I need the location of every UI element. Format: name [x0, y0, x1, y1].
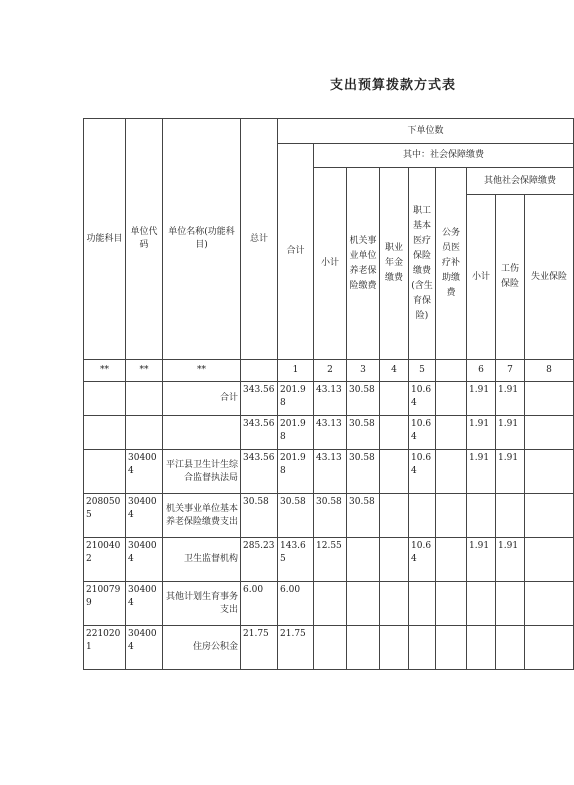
table-cell-c5 — [380, 494, 409, 538]
table-cell-c8: 1.91 — [467, 450, 496, 494]
table-cell-c3: 43.13 — [314, 450, 347, 494]
table-cell-c8: 1.91 — [467, 382, 496, 416]
header-qzsb: 其中：社会保障缴费 — [314, 144, 574, 168]
table-cell-code — [84, 416, 126, 450]
table-row — [84, 582, 574, 626]
header-xj2: 小计 — [467, 195, 496, 360]
table-cell-c1: 30.58 — [241, 494, 278, 538]
num-cell: 1 — [278, 360, 314, 382]
table-cell-name: 合计 — [163, 382, 241, 416]
page-title: 支出预算拨款方式表 — [330, 78, 457, 93]
table-cell-c1: 343.56 — [241, 450, 278, 494]
num-cell: 4 — [380, 360, 409, 382]
table-row — [84, 494, 574, 538]
table-cell-c4 — [347, 626, 380, 670]
table-cell-unit: 304004 — [126, 582, 163, 626]
num-cell — [241, 360, 278, 382]
table-cell-c9: 1.91 — [496, 538, 525, 582]
table-cell-c2: 6.00 — [278, 582, 314, 626]
table-cell-code — [84, 450, 126, 494]
table-cell-c6 — [409, 626, 436, 670]
table-cell-c2: 30.58 — [278, 494, 314, 538]
table-cell-c7 — [436, 582, 467, 626]
header-zgjb: 职工基本医疗保险缴费(含生育保险) — [409, 168, 436, 360]
table-cell-code: 2100402 — [84, 538, 126, 582]
table-cell-code: 2100799 — [84, 582, 126, 626]
table-cell-c6 — [409, 494, 436, 538]
table-cell-c4 — [347, 582, 380, 626]
table-cell-unit — [126, 382, 163, 416]
table-cell-c4: 30.58 — [347, 416, 380, 450]
table-cell-name: 机关事业单位基本养老保险缴费支出 — [163, 494, 241, 538]
table-cell-c10 — [525, 538, 574, 582]
table-cell-name — [163, 416, 241, 450]
table-cell-c9 — [496, 626, 525, 670]
table-cell-c1: 21.75 — [241, 626, 278, 670]
table-cell-name: 其他计划生育事务支出 — [163, 582, 241, 626]
table-cell-c3: 43.13 — [314, 382, 347, 416]
table-cell-unit: 304004 — [126, 450, 163, 494]
header-xdws: 下单位数 — [278, 119, 574, 144]
table-cell-code: 2210201 — [84, 626, 126, 670]
table-cell-c3 — [314, 626, 347, 670]
table-cell-c9 — [496, 494, 525, 538]
table-cell-c1: 6.00 — [241, 582, 278, 626]
column-number-row — [84, 360, 574, 382]
header-sybx: 失业保险 — [525, 195, 574, 360]
header-jgsy: 机关事业单位养老保险缴费 — [347, 168, 380, 360]
table-cell-c5 — [380, 450, 409, 494]
header-qtsb: 其他社会保障缴费 — [467, 168, 574, 195]
table-cell-c6: 10.64 — [409, 382, 436, 416]
table-cell-c5 — [380, 382, 409, 416]
table-cell-c9: 1.91 — [496, 450, 525, 494]
num-cell: 3 — [347, 360, 380, 382]
table-cell-c4: 30.58 — [347, 382, 380, 416]
table-cell-c2: 201.98 — [278, 416, 314, 450]
table-cell-c5 — [380, 626, 409, 670]
table-row — [84, 382, 574, 416]
table-cell-c7 — [436, 626, 467, 670]
header-gwy: 公务员医疗补助缴费 — [436, 168, 467, 360]
table-cell-c6: 10.64 — [409, 538, 436, 582]
table-row — [84, 626, 574, 670]
table-cell-unit — [126, 416, 163, 450]
table-cell-c7 — [436, 538, 467, 582]
budget-table — [83, 118, 574, 670]
table-cell-c8: 1.91 — [467, 416, 496, 450]
table-cell-c1: 343.56 — [241, 382, 278, 416]
table-cell-c6 — [409, 582, 436, 626]
num-cell: 7 — [496, 360, 525, 382]
table-cell-c10 — [525, 626, 574, 670]
table-cell-unit: 304004 — [126, 538, 163, 582]
table-cell-c9: 1.91 — [496, 416, 525, 450]
table-row — [84, 450, 574, 494]
table-body — [84, 382, 574, 670]
table-cell-c10 — [525, 450, 574, 494]
table-cell-c1: 285.23 — [241, 538, 278, 582]
table-cell-name: 平江县卫生计生综合监督执法局 — [163, 450, 241, 494]
num-cell: ** — [163, 360, 241, 382]
table-cell-c4: 30.58 — [347, 450, 380, 494]
table-cell-c10 — [525, 582, 574, 626]
header-hj: 合计 — [278, 144, 314, 360]
table-cell-code: 2080505 — [84, 494, 126, 538]
table-cell-c5 — [380, 416, 409, 450]
header-zynj: 职业年金缴费 — [380, 168, 409, 360]
header-zj: 总计 — [241, 119, 278, 360]
header-gnkm: 功能科目 — [84, 119, 126, 360]
table-cell-name: 卫生监督机构 — [163, 538, 241, 582]
num-cell: ** — [126, 360, 163, 382]
table-cell-c5 — [380, 538, 409, 582]
table-cell-c7 — [436, 382, 467, 416]
table-cell-unit: 304004 — [126, 626, 163, 670]
table-cell-c10 — [525, 382, 574, 416]
table-cell-c3 — [314, 582, 347, 626]
table-cell-c6: 10.64 — [409, 416, 436, 450]
header-xj: 小计 — [314, 168, 347, 360]
table-cell-c9 — [496, 582, 525, 626]
header-dwmc: 单位名称(功能科目) — [163, 119, 241, 360]
table-cell-c8: 1.91 — [467, 538, 496, 582]
table-cell-c10 — [525, 494, 574, 538]
table-cell-c8 — [467, 626, 496, 670]
table-cell-c2: 143.65 — [278, 538, 314, 582]
table-cell-c7 — [436, 450, 467, 494]
table-cell-c6: 10.64 — [409, 450, 436, 494]
table-cell-c1: 343.56 — [241, 416, 278, 450]
table-cell-c2: 21.75 — [278, 626, 314, 670]
header-dwdm: 单位代码 — [126, 119, 163, 360]
table-cell-unit: 304004 — [126, 494, 163, 538]
num-cell: 5 — [409, 360, 436, 382]
table-cell-c3: 12.55 — [314, 538, 347, 582]
table-cell-c4: 30.58 — [347, 494, 380, 538]
table-row — [84, 416, 574, 450]
table-cell-c10 — [525, 416, 574, 450]
table-cell-code — [84, 382, 126, 416]
table-cell-name: 住房公积金 — [163, 626, 241, 670]
table-cell-c7 — [436, 416, 467, 450]
table-cell-c7 — [436, 494, 467, 538]
table-cell-c8 — [467, 494, 496, 538]
num-cell — [436, 360, 467, 382]
num-cell: 2 — [314, 360, 347, 382]
table-cell-c3: 43.13 — [314, 416, 347, 450]
table-row — [84, 538, 574, 582]
table-cell-c8 — [467, 582, 496, 626]
table-cell-c2: 201.98 — [278, 450, 314, 494]
table-cell-c2: 201.98 — [278, 382, 314, 416]
table-cell-c4 — [347, 538, 380, 582]
num-cell: ** — [84, 360, 126, 382]
num-cell: 8 — [525, 360, 574, 382]
header-gsbx: 工伤保险 — [496, 195, 525, 360]
table-cell-c3: 30.58 — [314, 494, 347, 538]
num-cell: 6 — [467, 360, 496, 382]
table-cell-c9: 1.91 — [496, 382, 525, 416]
table-cell-c5 — [380, 582, 409, 626]
